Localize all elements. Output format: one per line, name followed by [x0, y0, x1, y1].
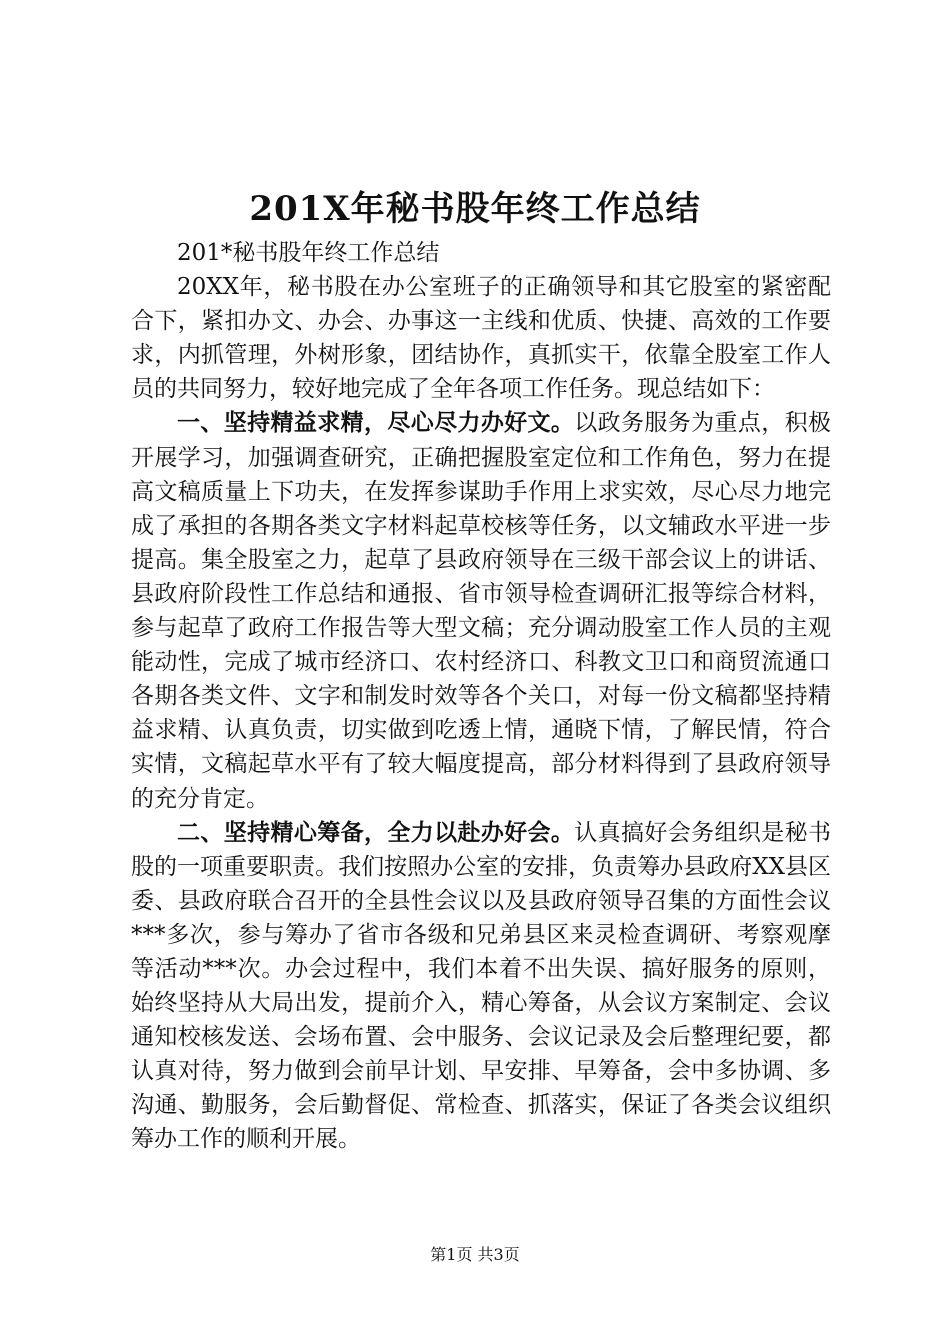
document-body — [131, 236, 831, 1157]
section-paragraph-1 — [131, 406, 831, 815]
page-footer: 第1页 共3页 — [430, 1245, 520, 1264]
intro-paragraph: 20XX年，秘书股在办公室班子的正确领导和其它股室的紧密配合下，紧扣办文、办会、办事这一主线和优质、快捷、高效的工作要求，内抓管理，外树形象，团结协作，真抓实干，依靠全股室工作人员的共同努力，较好地完成了全年各项工作任务。现总结如下： — [131, 274, 831, 403]
section-text-2: 认真搞好会务组织是秘书股的一项重要职责。我们按照办公室的安排，负责筹办县政府XX县区委、县政府联合召开的全县性会议以及县政府领导召集的方面性会议***多次，参与筹办了省市各级和兄弟县区来灵检查调研、考察观摩等活动***次。办会过程中，我们本着不出失误、搞好服务的原则，始终坚持从大局出发，提前介入，精心筹备，从会议方案制定、会议通知校核发送、会场布置、会中服务、会议记录及会后整理纪要，都认真对待，努力做到会前早计划、早安排、早筹备，会中多协调、多沟通、勤服务，会后勤督促、常检查、抓落实，保证了各类会议组织筹办工作的顺利开展。 — [131, 819, 832, 1153]
section-paragraph-2 — [131, 816, 831, 1157]
section-heading-2: 二、坚持精心筹备，全力以赴办好会。 — [177, 818, 575, 846]
document-subtitle: 201*秘书股年终工作总结 — [177, 240, 440, 266]
section-text-1: 以政务服务为重点，积极开展学习，加强调查研究，正确把握股室定位和工作角色，努力在提高文稿质量上下功夫，在发挥参谋助手作用上求实效，尽心尽力地完成了承担的各期各类文字材料起草校核等任务，以文辅政水平进一步提高。集全股室之力，起草了县政府领导在三级干部会议上的讲话、县政府阶段性工作总结和通报、省市领导检查调研汇报等综合材料，参与起草了政府工作报告等大型文稿；充分调动股室工作人员的主观能动性，完成了城市经济口、农村经济口、科教文卫口和商贸流通口各期各类文件、文字和制发时效等各个关口，对每一份文稿都坚持精益求精、认真负责，切实做到吃透上情，通晓下情，了解民情，符合实情，文稿起草水平有了较大幅度提高，部分材料得到了县政府领导的充分肯定。 — [131, 410, 832, 812]
document-title: 201X年秘书股年终工作总结 — [249, 189, 701, 229]
section-heading-1: 一、坚持精益求精，尽心尽力办好文。 — [177, 409, 575, 437]
